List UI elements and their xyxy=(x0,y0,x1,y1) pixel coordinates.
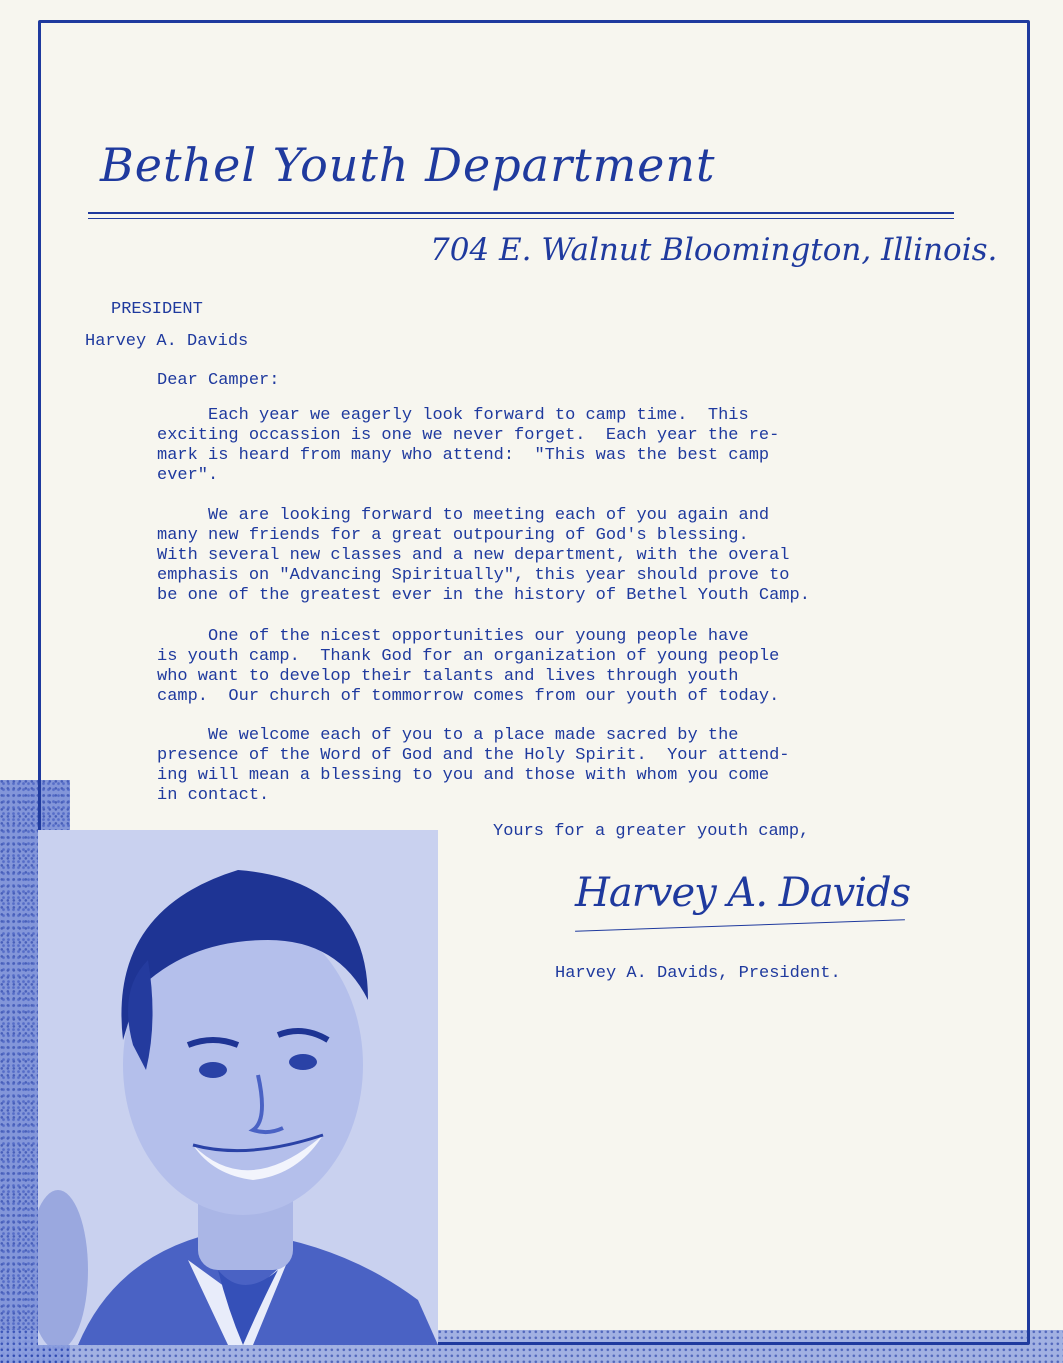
letterhead-rule-second xyxy=(88,218,954,219)
signer-name: Harvey A. Davids, President. xyxy=(555,964,841,983)
president-label: PRESIDENT xyxy=(111,300,203,319)
letter-paragraph-4: We welcome each of you to a place made sacred by the presence of the Word of God and the Holy Spirit. Your attend- ing will mean a blessing to you and those with whom you come in contact. xyxy=(157,726,790,805)
letter-paragraph-3: One of the nicest opportunities our young people have is youth camp. Thank God for an organization of young people who want to develop their talants and lives through youth camp. Our church of tommorrow comes from our youth of today. xyxy=(157,627,780,706)
letterhead-organization: Bethel Youth Department xyxy=(100,138,716,192)
portrait-illustration xyxy=(38,830,438,1345)
letter-paragraph-2: We are looking forward to meeting each of you again and many new friends for a great outpouring of God's blessing. With several new classes and a new department, with the overal emphasis on "Advancing Spiritually", this year should prove to be one of the greatest ever in the history of Bethel Youth Camp. xyxy=(157,506,810,605)
letter-paragraph-1: Each year we eagerly look forward to camp time. This exciting occassion is one we never forget. Each year the re- mark is heard from many who attend: "This was the best camp ever". xyxy=(157,406,780,485)
portrait-photo xyxy=(38,830,438,1345)
president-name: Harvey A. Davids xyxy=(85,332,249,351)
handwritten-signature: Harvey A. Davids xyxy=(575,870,911,916)
letterhead-rule xyxy=(88,212,954,214)
letterhead-address: 704 E. Walnut Bloomington, Illinois. xyxy=(430,232,998,268)
closing-line: Yours for a greater youth camp, xyxy=(493,822,810,841)
salutation: Dear Camper: xyxy=(157,371,280,390)
